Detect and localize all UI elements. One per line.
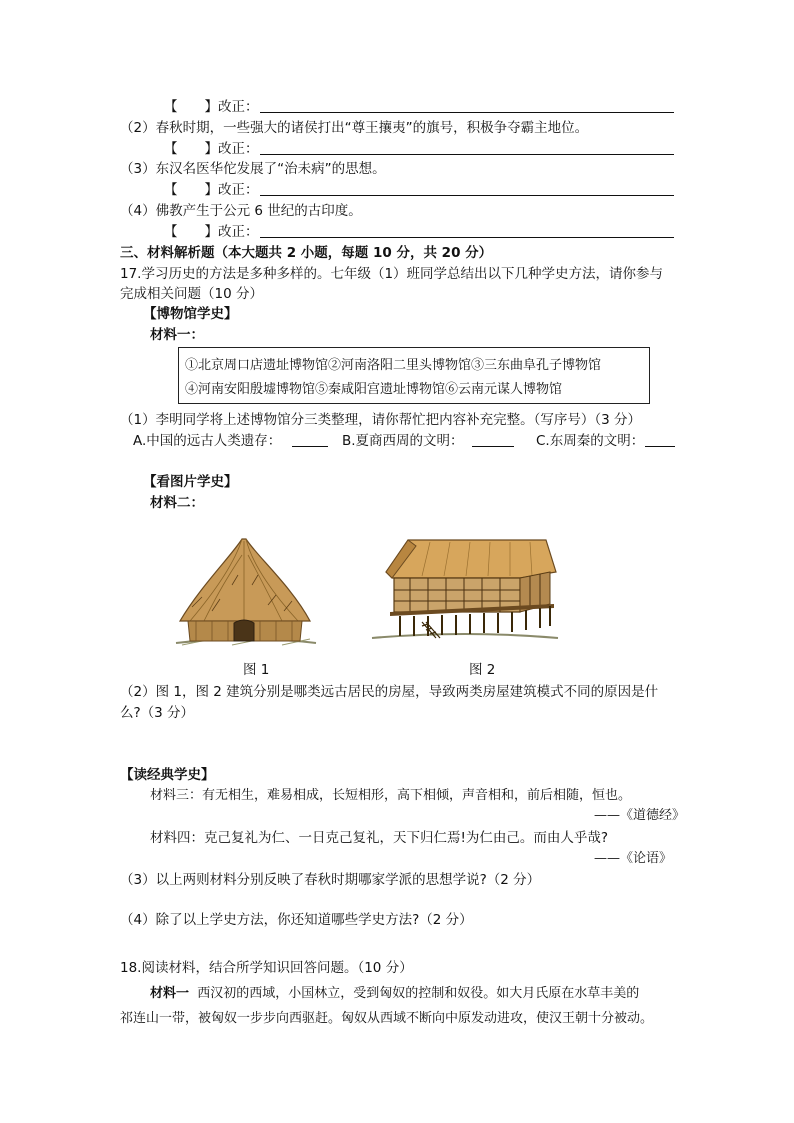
museum-row-2: ④河南安阳殷墟博物馆⑤秦咸阳宫遗址博物馆⑥云南元谋人博物馆 (185, 382, 563, 397)
museum-row-1: ①北京周口店遗址博物馆②河南洛阳二里头博物馆③三东曲阜孔子博物馆 (185, 358, 602, 373)
correction-label-1: 【 】改正： (164, 99, 259, 115)
q18-material1-line1 (150, 985, 639, 1003)
q17-question3: （3）以上两则材料分别反映了春秋时期哪家学派的思想学说?（2 分） (120, 872, 541, 888)
q18-material1-text1: 西汉初的西域，小国林立，受到匈奴的控制和奴役。如大月氏原在水草丰美的 (197, 986, 640, 1001)
q18-material1-line2: 祁连山一带，被匈奴一步步向西驱赶。匈奴从西域不断向中原发动进攻，使汉王朝十分被动。 (120, 1011, 654, 1026)
statement-2: （2）春秋时期，一些强大的诸侯打出“尊王攘夷”的旗号，积极争夺霸主地位。 (120, 120, 589, 136)
q17-option-c-label: C.东周秦的文明： (536, 433, 645, 449)
material1-label: 材料一： (150, 327, 204, 343)
q17-intro-line1: 17.学习历史的方法是多种多样的。七年级（1）班同学总结出以下几种学史方法，请你参与 (120, 266, 664, 282)
figure2-caption: 图 2 (469, 662, 496, 678)
correction-answer-line-1[interactable] (260, 112, 674, 113)
correction-answer-line-4[interactable] (260, 237, 674, 238)
correction-label-4: 【 】改正： (164, 224, 259, 240)
q17-option-b-label: B.夏商西周的文明： (342, 433, 464, 449)
q17-option-a-blank[interactable] (292, 446, 328, 447)
correction-answer-line-3[interactable] (260, 195, 674, 196)
material3-text: 材料三：有无相生，难易相成，长短相形，高下相倾，声音相和，前后相随，恒也。 (150, 788, 632, 803)
q17-intro-line2: 完成相关问题（10 分） (120, 286, 263, 302)
statement-4: （4）佛教产生于公元 6 世纪的古印度。 (120, 203, 362, 219)
q18-material1-label: 材料一 (150, 986, 190, 1001)
stilt-house-image (370, 538, 560, 646)
material4-source: ——《论语》 (594, 851, 673, 866)
q17-option-a (133, 432, 281, 450)
statement-3: （3）东汉名医华佗发展了“治未病”的思想。 (120, 161, 386, 177)
correction-answer-line-2[interactable] (260, 154, 674, 155)
q17-option-a-label: A.中国的远古人类遗存： (133, 433, 282, 449)
classics-heading: 【读经典学史】 (120, 767, 215, 783)
correction-label-3: 【 】改正： (164, 182, 259, 198)
q17-question2-line2: 么?（3 分） (120, 705, 195, 721)
section-heading: 三、材料解析题（本大题共 2 小题，每题 10 分，共 20 分） (120, 245, 493, 261)
museum-heading: 【博物馆学史】 (143, 306, 238, 322)
q17-question2-line1: （2）图 1，图 2 建筑分别是哪类远古居民的房屋，导致两类房屋建筑模式不同的原因是什 (120, 684, 659, 700)
round-hut-image (172, 535, 320, 650)
material2-label: 材料二： (150, 495, 204, 511)
museum-list-box (178, 347, 650, 404)
q17-question4: （4）除了以上学史方法，你还知道哪些学史方法?（2 分） (120, 912, 473, 928)
q17-option-b-blank[interactable] (472, 446, 514, 447)
material4-text: 材料四：克己复礼为仁、一日克己复礼，天下归仁焉!为仁由己。而由人乎哉? (150, 830, 609, 846)
correction-label-2: 【 】改正： (164, 141, 259, 157)
figure1-caption: 图 1 (243, 662, 270, 678)
material3-source: ——《道德经》 (594, 808, 686, 823)
picture-heading: 【看图片学史】 (143, 474, 238, 490)
q17-question1: （1）李明同学将上述博物馆分三类整理，请你帮忙把内容补充完整。（写序号）（3 分） (120, 412, 641, 428)
q18-intro: 18.阅读材料，结合所学知识回答问题。（10 分） (120, 960, 413, 976)
q17-option-c-blank[interactable] (645, 446, 675, 447)
